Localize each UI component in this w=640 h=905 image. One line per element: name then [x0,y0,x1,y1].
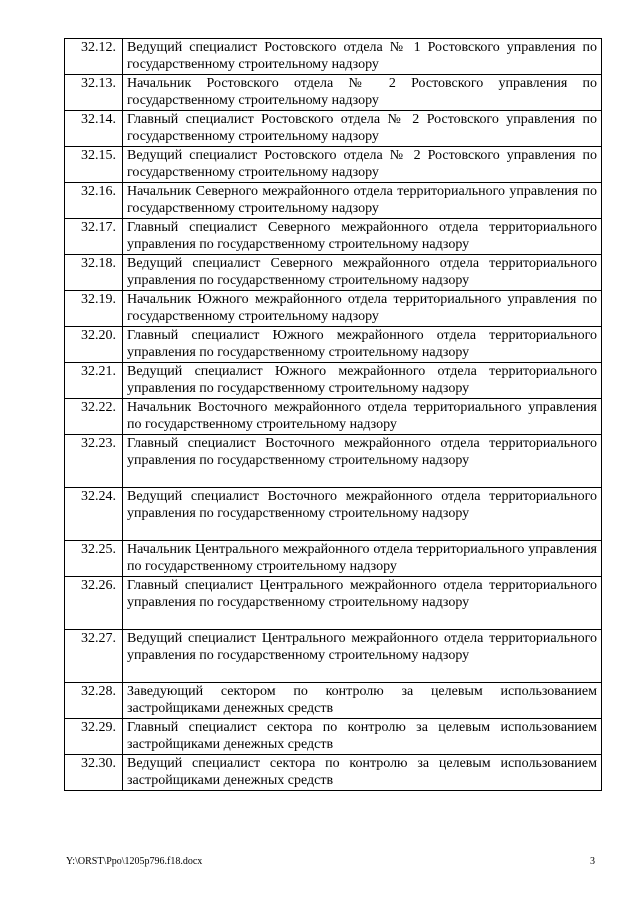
row-number: 32.18. [65,255,123,291]
row-number: 32.24. [65,488,123,541]
table-row [65,577,602,630]
table-row [65,75,602,111]
row-number: 32.14. [65,111,123,147]
position-title: Ведущий специалист Ростовского отдела № 1 Ростовского управления по государственному строительному надзору [123,39,602,75]
table-row [65,39,602,75]
row-number: 32.25. [65,541,123,577]
position-title: Ведущий специалист Южного межрайонного отдела территориального управления по государственному строительному надзору [123,363,602,399]
position-title: Главный специалист Северного межрайонного отдела территориального управления по государственному строительному надзору [123,219,602,255]
footer-file-path: Y:\ORST\Ppo\1205p796.f18.docx [66,856,203,867]
table-row [65,291,602,327]
row-number: 32.20. [65,327,123,363]
table-row [65,111,602,147]
table-row [65,630,602,683]
page-number: 3 [590,856,595,867]
table-row [65,183,602,219]
position-title: Главный специалист сектора по контролю за целевым использованием застройщиками денежных средств [123,719,602,755]
position-title: Начальник Северного межрайонного отдела территориального управления по государственному строительному надзору [123,183,602,219]
position-title: Начальник Ростовского отдела № 2 Ростовского управления по государственному строительному надзору [123,75,602,111]
position-title: Главный специалист Южного межрайонного отдела территориального управления по государственному строительному надзору [123,327,602,363]
row-number: 32.29. [65,719,123,755]
position-title: Главный специалист Центрального межрайонного отдела территориального управления по государственному строительному надзору [123,577,602,630]
row-number: 32.17. [65,219,123,255]
row-number: 32.26. [65,577,123,630]
row-number: 32.30. [65,755,123,791]
table-row [65,488,602,541]
table-row [65,719,602,755]
table-row [65,363,602,399]
position-title: Ведущий специалист Северного межрайонного отдела территориального управления по государственному строительному надзору [123,255,602,291]
table-row [65,147,602,183]
position-title: Начальник Центрального межрайонного отдела территориального управления по государственному строительному надзору [123,541,602,577]
table-row [65,219,602,255]
table-row [65,755,602,791]
row-number: 32.15. [65,147,123,183]
position-title: Начальник Восточного межрайонного отдела территориального управления по государственному строительному надзору [123,399,602,435]
row-number: 32.27. [65,630,123,683]
position-title: Заведующий сектором по контролю за целевым использованием застройщиками денежных средств [123,683,602,719]
row-number: 32.28. [65,683,123,719]
position-title: Ведущий специалист сектора по контролю за целевым использованием застройщиками денежных средств [123,755,602,791]
table-row [65,399,602,435]
position-title: Главный специалист Ростовского отдела № 2 Ростовского управления по государственному строительному надзору [123,111,602,147]
position-title: Ведущий специалист Центрального межрайонного отдела территориального управления по государственному строительному надзору [123,630,602,683]
row-number: 32.13. [65,75,123,111]
positions-table [64,38,602,791]
position-title: Ведущий специалист Восточного межрайонного отдела территориального управления по государственному строительному надзору [123,488,602,541]
row-number: 32.19. [65,291,123,327]
position-title: Главный специалист Восточного межрайонного отдела территориального управления по государственному строительному надзору [123,435,602,488]
row-number: 32.22. [65,399,123,435]
position-title: Начальник Южного межрайонного отдела территориального управления по государственному строительному надзору [123,291,602,327]
row-number: 32.21. [65,363,123,399]
position-title: Ведущий специалист Ростовского отдела № 2 Ростовского управления по государственному строительному надзору [123,147,602,183]
row-number: 32.16. [65,183,123,219]
row-number: 32.12. [65,39,123,75]
row-number: 32.23. [65,435,123,488]
table-row [65,255,602,291]
table-row [65,435,602,488]
table-row [65,541,602,577]
table-row [65,683,602,719]
table-row [65,327,602,363]
